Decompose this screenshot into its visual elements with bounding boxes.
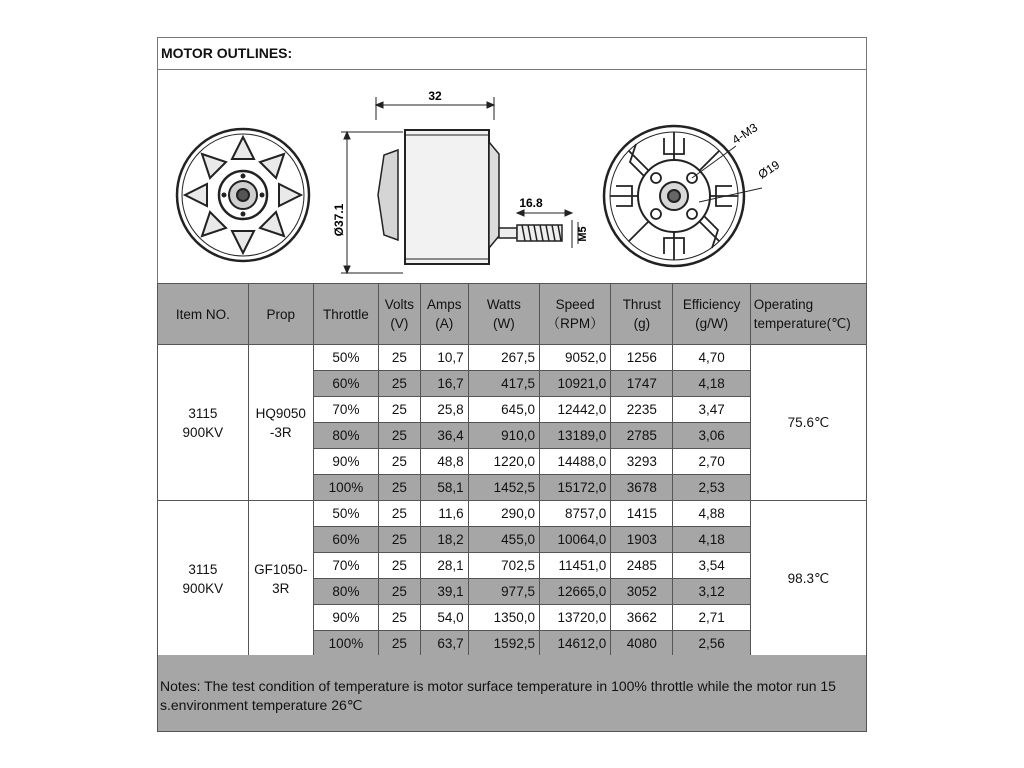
volts-cell: 25 xyxy=(379,527,421,553)
operating-temperature-cell: 98.3℃ xyxy=(750,501,866,657)
dim-diameter-label: Ø37.1 xyxy=(332,203,346,237)
motor-bottom-view xyxy=(604,126,762,266)
throttle-cell: 90% xyxy=(313,449,378,475)
efficiency-cell: 4,18 xyxy=(673,527,750,553)
speed-cell: 10064,0 xyxy=(539,527,610,553)
thrust-cell: 1415 xyxy=(611,501,673,527)
volts-cell: 25 xyxy=(379,579,421,605)
notes-box xyxy=(157,655,867,732)
speed-cell: 12665,0 xyxy=(539,579,610,605)
efficiency-cell: 2,56 xyxy=(673,631,750,657)
throttle-cell: 70% xyxy=(313,553,378,579)
table-row xyxy=(158,501,867,527)
speed-cell: 10921,0 xyxy=(539,371,610,397)
efficiency-cell: 3,12 xyxy=(673,579,750,605)
throttle-cell: 50% xyxy=(313,345,378,371)
efficiency-cell: 4,70 xyxy=(673,345,750,371)
watts-cell: 267,5 xyxy=(468,345,539,371)
thrust-cell: 3293 xyxy=(611,449,673,475)
throttle-cell: 60% xyxy=(313,527,378,553)
throttle-cell: 100% xyxy=(313,475,378,501)
thrust-cell: 1256 xyxy=(611,345,673,371)
table-body xyxy=(158,345,867,657)
volts-cell: 25 xyxy=(379,449,421,475)
throttle-cell: 80% xyxy=(313,423,378,449)
speed-cell: 11451,0 xyxy=(539,553,610,579)
watts-cell: 290,0 xyxy=(468,501,539,527)
amps-cell: 54,0 xyxy=(420,605,468,631)
amps-cell: 63,7 xyxy=(420,631,468,657)
volts-cell: 25 xyxy=(379,605,421,631)
amps-cell: 36,4 xyxy=(420,423,468,449)
volts-cell: 25 xyxy=(379,423,421,449)
item-number-cell: 3115 900KV xyxy=(158,345,249,501)
throttle-cell: 90% xyxy=(313,605,378,631)
dim-thread-label: M5 xyxy=(577,226,589,242)
throttle-cell: 70% xyxy=(313,397,378,423)
header-watts: Watts (W) xyxy=(468,284,539,345)
watts-cell: 1350,0 xyxy=(468,605,539,631)
throttle-cell: 80% xyxy=(313,579,378,605)
volts-cell: 25 xyxy=(379,371,421,397)
efficiency-cell: 4,88 xyxy=(673,501,750,527)
dim-shaft-label: 16.8 xyxy=(519,196,543,210)
speed-cell: 14488,0 xyxy=(539,449,610,475)
spec-sheet xyxy=(157,37,867,732)
thrust-cell: 2785 xyxy=(611,423,673,449)
watts-cell: 455,0 xyxy=(468,527,539,553)
speed-cell: 12442,0 xyxy=(539,397,610,423)
section-title: MOTOR OUTLINES: xyxy=(161,45,293,61)
throttle-cell: 100% xyxy=(313,631,378,657)
table-header-row xyxy=(158,284,867,345)
amps-cell: 48,8 xyxy=(420,449,468,475)
header-volts: Volts (V) xyxy=(379,284,421,345)
dim-pitch-label: Ø19 xyxy=(755,157,783,182)
performance-table xyxy=(157,283,867,657)
watts-cell: 1220,0 xyxy=(468,449,539,475)
amps-cell: 25,8 xyxy=(420,397,468,423)
speed-cell: 13189,0 xyxy=(539,423,610,449)
amps-cell: 10,7 xyxy=(420,345,468,371)
outline-svg xyxy=(158,70,866,284)
volts-cell: 25 xyxy=(379,345,421,371)
watts-cell: 417,5 xyxy=(468,371,539,397)
thrust-cell: 1903 xyxy=(611,527,673,553)
amps-cell: 39,1 xyxy=(420,579,468,605)
thrust-cell: 3678 xyxy=(611,475,673,501)
efficiency-cell: 2,70 xyxy=(673,449,750,475)
notes-text: Notes: The test condition of temperature is motor surface temperature in 100% throttle while the motor run 15 s.environment temperature 26℃ xyxy=(160,678,836,713)
efficiency-cell: 2,71 xyxy=(673,605,750,631)
volts-cell: 25 xyxy=(379,501,421,527)
speed-cell: 8757,0 xyxy=(539,501,610,527)
watts-cell: 977,5 xyxy=(468,579,539,605)
throttle-cell: 60% xyxy=(313,371,378,397)
volts-cell: 25 xyxy=(379,553,421,579)
throttle-cell: 50% xyxy=(313,501,378,527)
operating-temperature-cell: 75.6℃ xyxy=(750,345,866,501)
efficiency-cell: 2,53 xyxy=(673,475,750,501)
volts-cell: 25 xyxy=(379,631,421,657)
thrust-cell: 2235 xyxy=(611,397,673,423)
volts-cell: 25 xyxy=(379,397,421,423)
efficiency-cell: 3,54 xyxy=(673,553,750,579)
speed-cell: 9052,0 xyxy=(539,345,610,371)
prop-cell: HQ9050 -3R xyxy=(248,345,313,501)
amps-cell: 58,1 xyxy=(420,475,468,501)
watts-cell: 645,0 xyxy=(468,397,539,423)
watts-cell: 702,5 xyxy=(468,553,539,579)
efficiency-cell: 3,06 xyxy=(673,423,750,449)
header-item: Item NO. xyxy=(158,284,249,345)
section-title-bar xyxy=(157,37,867,69)
motor-outline-drawing xyxy=(157,69,867,285)
header-thrust: Thrust (g) xyxy=(611,284,673,345)
speed-cell: 14612,0 xyxy=(539,631,610,657)
thrust-cell: 1747 xyxy=(611,371,673,397)
amps-cell: 16,7 xyxy=(420,371,468,397)
efficiency-cell: 3,47 xyxy=(673,397,750,423)
header-temperature: Operating temperature(℃) xyxy=(750,284,866,345)
dim-holes-label: 4-M3 xyxy=(729,120,761,147)
dim-length-label: 32 xyxy=(428,89,442,103)
amps-cell: 11,6 xyxy=(420,501,468,527)
header-prop: Prop xyxy=(248,284,313,345)
header-throttle: Throttle xyxy=(313,284,378,345)
speed-cell: 15172,0 xyxy=(539,475,610,501)
motor-top-view xyxy=(177,129,309,261)
efficiency-cell: 4,18 xyxy=(673,371,750,397)
volts-cell: 25 xyxy=(379,475,421,501)
header-amps: Amps (A) xyxy=(420,284,468,345)
thrust-cell: 2485 xyxy=(611,553,673,579)
thrust-cell: 3662 xyxy=(611,605,673,631)
prop-cell: GF1050- 3R xyxy=(248,501,313,657)
watts-cell: 1592,5 xyxy=(468,631,539,657)
header-efficiency: Efficiency (g/W) xyxy=(673,284,750,345)
watts-cell: 910,0 xyxy=(468,423,539,449)
item-number-cell: 3115 900KV xyxy=(158,501,249,657)
thrust-cell: 4080 xyxy=(611,631,673,657)
amps-cell: 28,1 xyxy=(420,553,468,579)
table-row xyxy=(158,345,867,371)
header-speed: Speed （RPM） xyxy=(539,284,610,345)
speed-cell: 13720,0 xyxy=(539,605,610,631)
watts-cell: 1452,5 xyxy=(468,475,539,501)
amps-cell: 18,2 xyxy=(420,527,468,553)
thrust-cell: 3052 xyxy=(611,579,673,605)
motor-side-view xyxy=(341,97,578,273)
